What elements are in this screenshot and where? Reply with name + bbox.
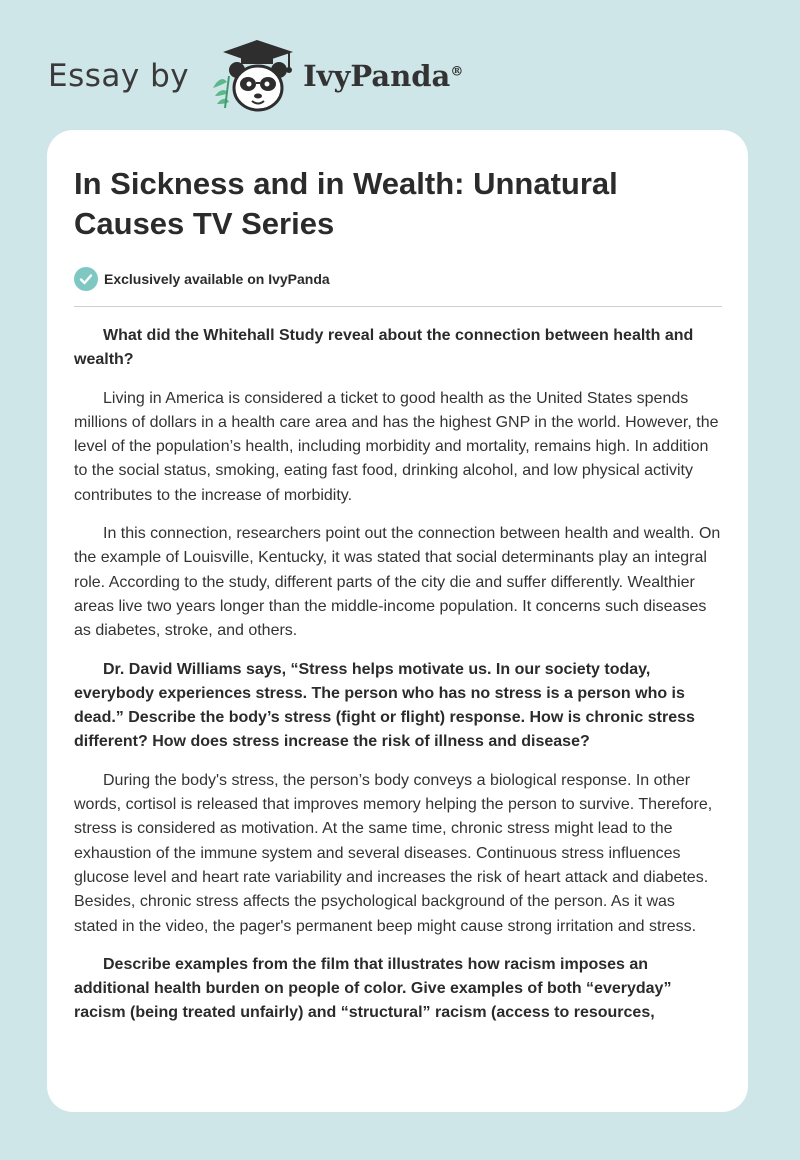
panda-graduate-icon [207, 36, 299, 116]
registered-mark: ® [450, 64, 464, 80]
check-circle-icon [74, 267, 98, 291]
body-paragraph: Living in America is considered a ticket to good health as the United States spends millions of dollars in a health care area and has the highest GNP in the world. However, the level of the population’s health, including morbidity and mortality, remains high. In addition to the social status, smoking, eating fast food, drinking alcohol, and low physical activity contributes to the increase of morbidity. [74, 389, 719, 504]
divider [74, 306, 722, 307]
brand-header [48, 36, 463, 116]
brand-prefix: Essay by [48, 58, 190, 94]
question-paragraph: Describe examples from the film that illustrates how racism imposes an additional health burden on people of color. Give examples of both “everyday” racism (being treated unfairly) and “structural” racism (access to resources, [74, 955, 672, 1022]
question-paragraph: What did the Whitehall Study reveal about the connection between health and wealth? [74, 327, 694, 369]
page-title: In Sickness and in Wealth: Unnatural Causes TV Series [74, 166, 618, 241]
question-paragraph: Dr. David Williams says, “Stress helps motivate us. In our society today, everybody experiences stress. The person who has no stress is a person who is dead.” Describe the body’s stress (fight or flight) response. How is chronic stress different? How does stress increase the risk of illness and disease? [74, 660, 695, 751]
brand-name: IvyPanda® [303, 59, 464, 93]
article-body [74, 324, 722, 1026]
exclusive-badge [74, 267, 722, 291]
exclusive-badge-text: Exclusively available on IvyPanda [104, 271, 330, 287]
body-paragraph: In this connection, researchers point out the connection between health and wealth. On the example of Louisville, Kentucky, it was stated that social determinants play an integral role. According to the study, different parts of the city die and suffer differently. Wealthier areas live two years longer than the middle-income population. It concerns such diseases as diabetes, stroke, and others. [74, 525, 721, 640]
article-card [47, 130, 748, 1112]
body-paragraph: During the body's stress, the person’s body conveys a biological response. In other words, cortisol is released that improves memory helping the person to survive. Therefore, stress is considered as motivation. At the same time, chronic stress might lead to the exhaustion of the immune system and several diseases. Continuous stress influences glucose level and heart rate variability and increases the risk of heart attack and diabetes. Besides, chronic stress affects the psychological background of the person. As it was stated in the video, the pager's permanent beep might cause strong irritation and stress. [74, 771, 713, 935]
